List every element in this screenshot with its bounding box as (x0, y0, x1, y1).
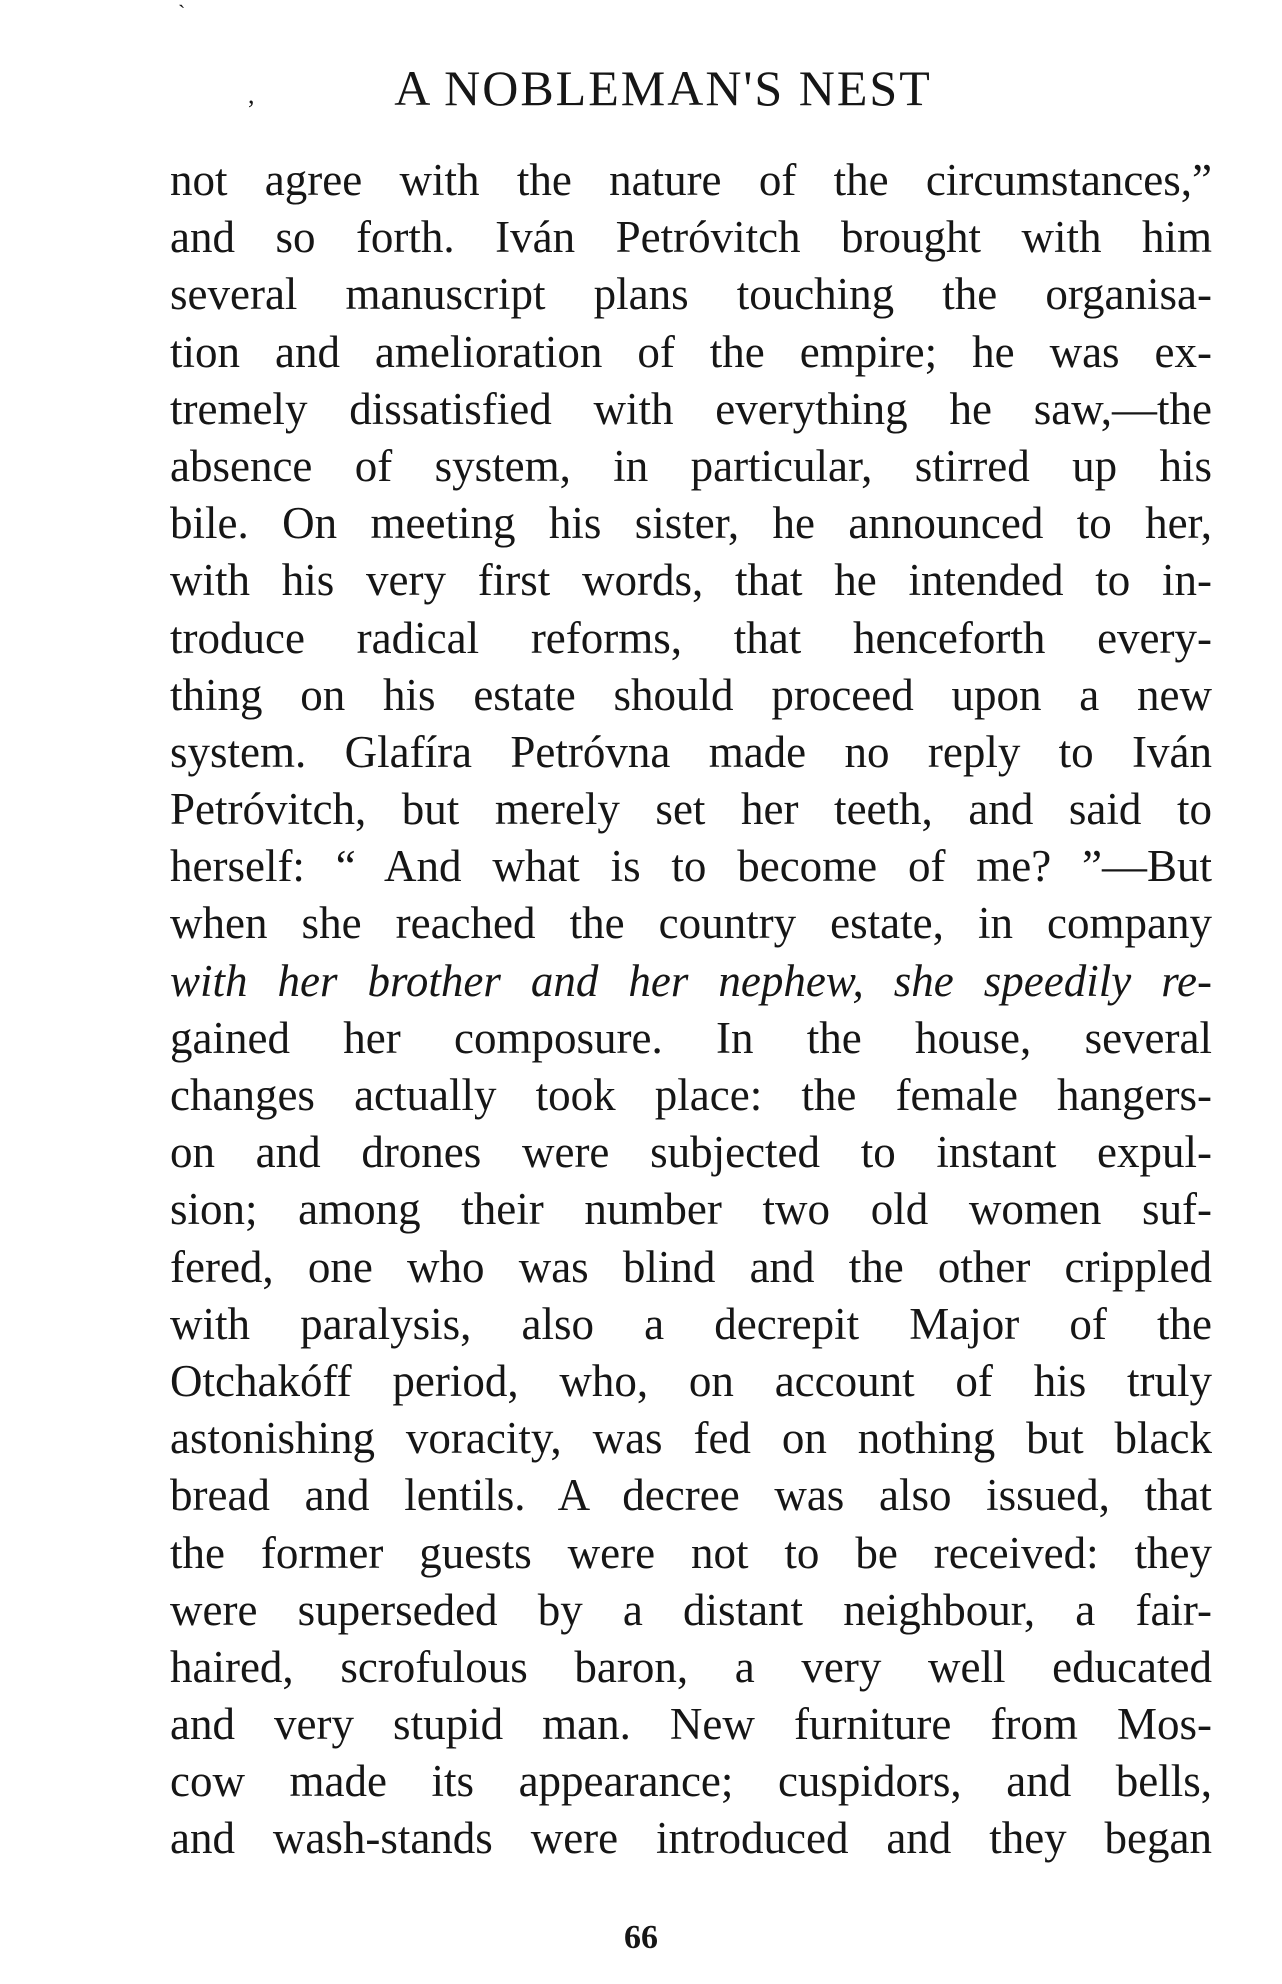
print-mark: , (248, 80, 255, 109)
running-head: A NOBLEMAN'S NEST (394, 60, 932, 116)
text-line: gained her composure. In the house, several (170, 1012, 1212, 1063)
text-line: not agree with the nature of the circumstances,” (170, 155, 1212, 205)
text-line: several manuscript plans touching the organisa- (170, 269, 1212, 320)
text-line: the former guests were not to be received: they (170, 1527, 1212, 1578)
text-line: system. Glafíra Petróvna made no reply to Iván (170, 726, 1212, 777)
text-line: and very stupid man. New furniture from Mos- (170, 1699, 1212, 1750)
text-line: with her brother and her nephew, she speedily re- (170, 955, 1212, 1006)
text-line: Otchakóff period, who, on account of his truly (170, 1355, 1212, 1406)
body-text (170, 152, 1212, 1868)
print-speck: ˋ (178, 0, 186, 25)
text-line: bread and lentils. A decree was also issued, that (170, 1470, 1212, 1521)
text-line: absence of system, in particular, stirred up his (170, 440, 1212, 491)
text-line: tremely dissatisfied with everything he saw,—the (170, 383, 1212, 434)
text-line: Petróvitch, but merely set her teeth, and said to (170, 784, 1212, 835)
text-line: on and drones were subjected to instant expul- (170, 1127, 1212, 1178)
text-line: haired, scrofulous baron, a very well educated (170, 1641, 1212, 1692)
text-line: thing on his estate should proceed upon a new (170, 669, 1212, 720)
text-line: were superseded by a distant neighbour, a fair- (170, 1584, 1212, 1635)
text-line: cow made its appearance; cuspidors, and bells, (170, 1756, 1212, 1807)
text-line: and wash-stands were introduced and they began (170, 1813, 1212, 1864)
text-line: and so forth. Iván Petróvitch brought with him (170, 212, 1212, 263)
text-line: sion; among their number two old women suf- (170, 1184, 1212, 1235)
text-line: with paralysis, also a decrepit Major of the (170, 1298, 1212, 1349)
text-line: changes actually took place: the female hangers- (170, 1070, 1212, 1120)
text-line: astonishing voracity, was fed on nothing but black (170, 1413, 1212, 1464)
text-line: bile. On meeting his sister, he announced to her, (170, 498, 1212, 549)
page-number: 66 (624, 1919, 658, 1956)
text-line: when she reached the country estate, in company (170, 898, 1212, 949)
text-line: with his very first words, that he intended to in- (170, 555, 1212, 606)
text-line: troduce radical reforms, that henceforth every- (170, 612, 1212, 663)
text-line: fered, one who was blind and the other crippled (170, 1241, 1212, 1292)
text-line: herself: “ And what is to become of me? ”—But (170, 841, 1212, 892)
text-line: tion and amelioration of the empire; he was ex- (170, 326, 1212, 377)
